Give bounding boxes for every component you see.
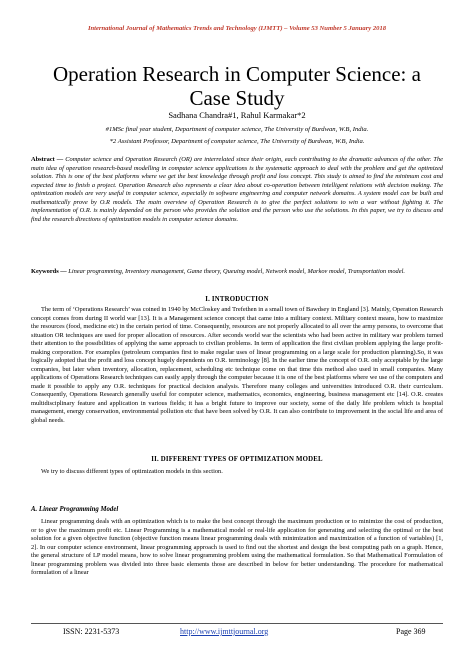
abstract-text: Computer science and Operation Research (OR) are interrelated since their origin, each contributing to the dramatic advances of the other. The main idea of operation research-based modelling in computer science applications is the systematic approach to deal with the problem and get the optimized solution. This is one of the best platforms where we get the best knowledge through profit and loss concept. This study is aimed to find the minimum cost and expected time to finish a project. Operation Research also represents a clear idea about co-operation between intelligent relations with decision making. The optimization models are very useful in computer science, especially in software engineering and computer network domains. A system model can be built and mathematically prove by O.R models. The main overview of Operation Research is to give the perfect solutions to win a war without fighting it. The implementation of O.R. is mainly depended on the person who provides the solution and the person who use the solutions. In this paper, we try to discuss and find the research directions of optimization models in computer science domains. bbox=[31, 156, 443, 223]
author-line: Sadhana Chandra#1, Rahul Karmakar*2 bbox=[168, 110, 306, 120]
footer-website-link[interactable]: http://www.ijmttjournal.org bbox=[180, 627, 269, 636]
affiliation-2: *2 Assistant Professor, Department of computer science, The University of Burdwan, W.B, India. bbox=[109, 138, 365, 145]
abstract-label: Abstract — bbox=[31, 156, 64, 163]
journal-header: International Journal of Mathematics Trends and Technology (IJMTT) – Volume 53 Number 5 January 2018 bbox=[87, 25, 387, 32]
section-heading-introduction: I. INTRODUCTION bbox=[205, 296, 269, 303]
footer-divider bbox=[31, 623, 443, 624]
keywords-text: Linear programming, Inventory management, Game theory, Queuing model, Network model, Markov model, Transportation model. bbox=[66, 268, 405, 275]
introduction-paragraph: The term of ‘Operations Research’ was coined in 1940 by McCloskey and Trefethen in a small town of Bawdsey in England [3]. Mainly, Operation Research concept comes from during II world war [13]. It is a Management science concept that came into a military context. Military context means, how to maximize the resources (food, medicine etc) in the certain period of time. Consequently, resources are not properly allocated to all over the army persons, to overcome that situation OR techniques are used for proper allocation of resources. After seconds world war the scientists who had been active in military war problem turned their attention to the possibilities of applying the same approach to civilian problems. In term of application the first civilian problem applying the large profit-making corporation. For examples (petroleum companies first to make regular uses of linear programming on a large scale for production planning).So, it was logically adopted that the profit and loss concept hugely dependents on O.R. terminology [8]. In the earlier time the concept of O.R. only acceptable by the large companies, but later when inventory, allocation, replacement, scheduling etc technique come on that time this method also used in small companies. Many applications of Operations Research techniques can easily apply through the computer because it is one of the best platforms where we use of the computers and made it possible to apply any O.R. techniques for practical decision analysis. Therefore many colleges and universities introduced O.R. their curriculum. Consequently, Operations Research generally useful for computer science, mathematics, economics, engineering, business management etc [14]. O.R. creates multidisciplinary feature and application in various fields; it has a bright future to improve our society, some of the daily life problem which is hospital management, energy conservation, environmental pollution etc that have been solved by O.R. It can also contribute to improvement in the social life and area of global needs. bbox=[31, 306, 443, 424]
keywords-label: Keywords — bbox=[31, 268, 67, 275]
section-2-intro: We try to discuss different types of optimization models in this section. bbox=[41, 468, 223, 475]
section-heading-optimization-models: II. DIFFERENT TYPES OF OPTIMIZATION MODEL bbox=[151, 456, 323, 463]
paper-title: Operation Research in Computer Science: a Case Study bbox=[53, 62, 421, 110]
affiliation-1: #1MSc final year student, Department of computer science, The University of Burdwan, W.B, India. bbox=[105, 126, 369, 133]
keywords bbox=[31, 268, 443, 277]
subsection-heading-linear-programming: A. Linear Programming Model bbox=[31, 506, 119, 513]
footer-page-number: Page 369 bbox=[396, 627, 426, 636]
abstract bbox=[31, 156, 443, 224]
linear-programming-paragraph: Linear programming deals with an optimization which is to make the best concept through the maximum production or to minimize the cost of production, or to give the maximum profit etc. Linear Programming is a mathematical model or real-life application for generating and selecting the optimal or the best solution for a given objective function (objective function means linear programming deals with minimization and maximization of a function of variables) [1, 2]. In our computer science environment, linear programming approach is used to find out the shortest and design the best computing path on a graph. Hence, the general structure of LP model means, how to solve linear programming problem using the mathematical formulation. So that Mathematical Formulation of linear programming problem was divided into three basic elements those are described in below for better understanding. The procedure for mathematical formulation of a linear bbox=[31, 518, 443, 576]
footer-issn: ISSN: 2231-5373 bbox=[63, 627, 120, 636]
